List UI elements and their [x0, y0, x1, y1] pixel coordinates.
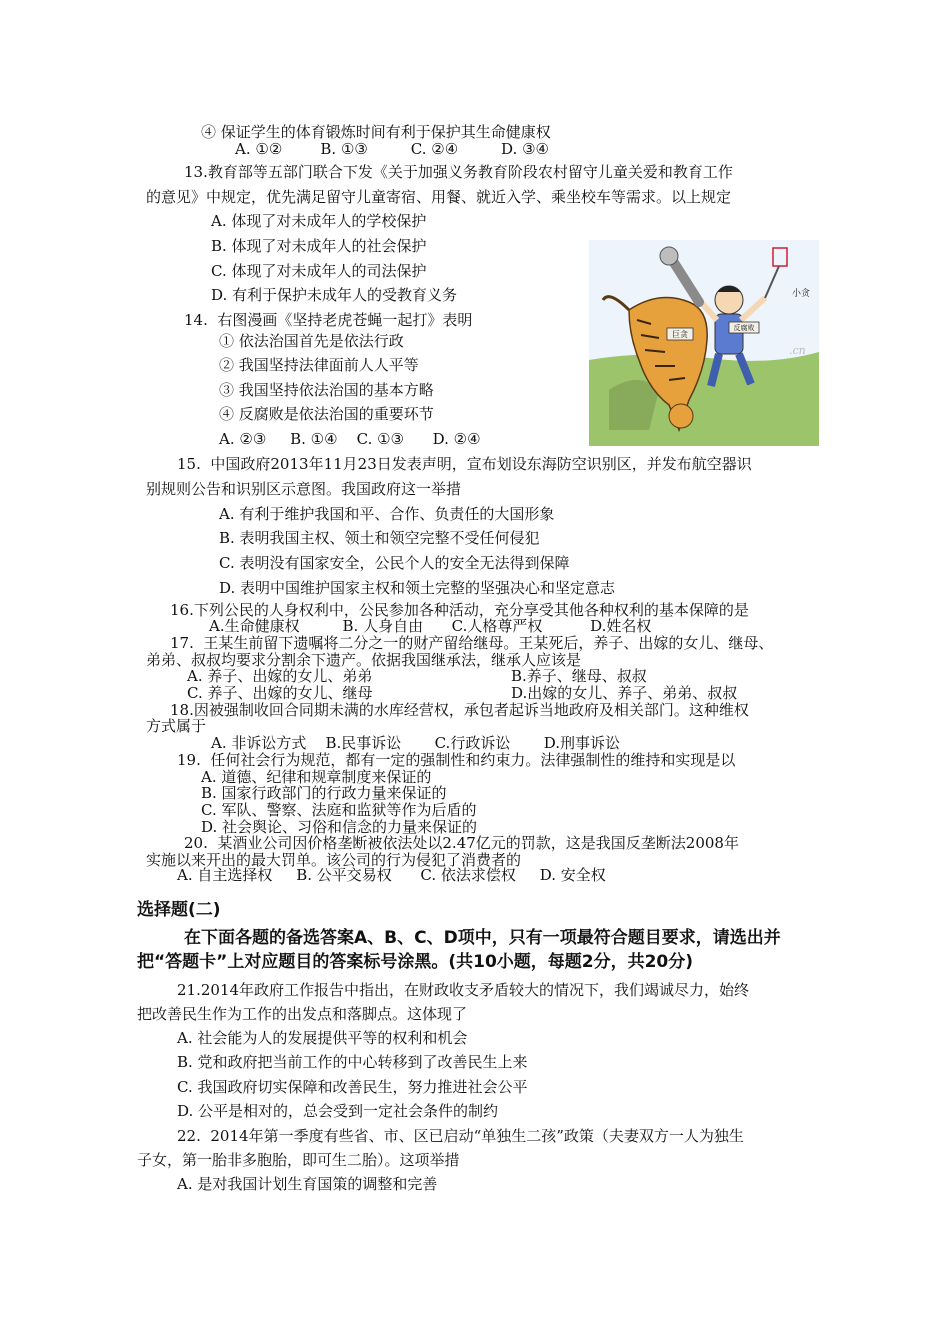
- q20-stem-line1: 20. 某酒业公司因价格垄断被依法处以2.47亿元的罚款，这是我国反垄断法2008年: [184, 834, 739, 852]
- q12-answer-choices: A. ①② B. ①③ C. ②④ D. ③④: [235, 140, 549, 158]
- q19-option-c: C. 军队、警察、法庭和监狱等作为后盾的: [201, 801, 477, 819]
- q17-stem-line1: 17. 王某生前留下遗嘱将二分之一的财产留给继母。王某死后，养子、出嫁的女儿、继母、: [170, 634, 774, 652]
- q15-option-a: A. 有利于维护我国和平、合作、负责任的大国形象: [219, 505, 555, 523]
- q12-option-4: ④ 保证学生的体育锻炼时间有利于保护其生命健康权: [201, 123, 551, 141]
- q18-stem-line2: 方式属于: [146, 717, 207, 735]
- q17-option-b: B.养子、继母、叔叔: [511, 667, 647, 685]
- q14-item-3: ③ 我国坚持依法治国的基本方略: [219, 381, 434, 399]
- q22-option-a: A. 是对我国计划生育国策的调整和完善: [177, 1175, 438, 1193]
- q21-option-b: B. 党和政府把当前工作的中心转移到了改善民生上来: [177, 1053, 528, 1071]
- q14-answer-choices: A. ②③ B. ①④ C. ①③ D. ②④: [219, 430, 481, 448]
- cartoon-watermark: .cn: [789, 344, 806, 357]
- q20-stem-line2: 实施以来开出的最大罚单。该公司的行为侵犯了消费者的: [146, 851, 522, 869]
- q16-stem: 16.下列公民的人身权利中，公民参加各种活动，充分享受其他各种权利的基本保障的是: [170, 601, 749, 619]
- q16-answer-choices: A.生命健康权 B. 人身自由 C.人格尊严权 D.姓名权: [209, 617, 652, 635]
- q17-option-d: D.出嫁的女儿、养子、弟弟、叔叔: [511, 684, 738, 702]
- q14-stem: 14. 右图漫画《坚持老虎苍蝇一起打》表明: [184, 311, 473, 329]
- q22-stem-line2: 子女，第一胎非多胞胎，即可生二胎）。这项举措: [137, 1151, 460, 1169]
- q14-item-1: ① 依法治国首先是依法行政: [219, 332, 404, 350]
- q13-option-b: B. 体现了对未成年人的社会保护: [211, 237, 427, 255]
- q17-stem-line2: 弟弟、叔叔均要求分割余下遗产。依据我国继承法，继承人应该是: [146, 651, 582, 669]
- q15-stem-line1: 15. 中国政府2013年11月23日发表声明，宣布划设东海防空识别区，并发布航空器识: [177, 455, 752, 473]
- q17-option-c: C. 养子、出嫁的女儿、继母: [187, 684, 373, 702]
- q21-option-a: A. 社会能为人的发展提供平等的权利和机会: [177, 1029, 468, 1047]
- section-instruction-line2: 把“答题卡”上对应题目的答案标号涂黑。(共10小题，每题2分，共20分): [137, 952, 694, 972]
- q21-option-d: D. 公平是相对的，总会受到一定社会条件的制约: [177, 1102, 499, 1120]
- q19-stem: 19. 任何社会行为规范，都有一定的强制性和约束力。法律强制性的维持和实现是以: [177, 751, 736, 769]
- q18-answer-choices: A. 非诉讼方式 B.民事诉讼 C.行政诉讼 D.刑事诉讼: [211, 734, 620, 752]
- club-label: 反腐败: [733, 324, 755, 332]
- q19-option-b: B. 国家行政部门的行政力量来保证的: [201, 784, 447, 802]
- q22-stem-line1: 22. 2014年第一季度有些省、市、区已启动“单独生二孩”政策（夫妻双方一人为独生: [177, 1127, 744, 1145]
- q19-option-a: A. 道德、纪律和规章制度来保证的: [201, 768, 432, 786]
- q18-stem-line1: 18.因被强制收回合同期未满的水库经营权，承包者起诉当地政府及相关部门。这种维权: [170, 701, 749, 719]
- q14-item-2: ② 我国坚持法律面前人人平等: [219, 356, 419, 374]
- q21-stem-line2: 把改善民生作为工作的出发点和落脚点。这体现了: [137, 1005, 468, 1023]
- q13-option-d: D. 有利于保护未成年人的受教育义务: [211, 286, 458, 304]
- section-heading: 选择题(二): [137, 900, 221, 920]
- q19-option-d: D. 社会舆论、习俗和信念的力量来保证的: [201, 818, 478, 836]
- q20-answer-choices: A. 自主选择权 B. 公平交易权 C. 依法求偿权 D. 安全权: [177, 866, 606, 884]
- q14-item-4: ④ 反腐败是依法治国的重要环节: [219, 405, 434, 423]
- q13-option-c: C. 体现了对未成年人的司法保护: [211, 262, 427, 280]
- section-instruction-line1: 在下面各题的备选答案A、B、C、D项中，只有一项最符合题目要求，请选出并: [184, 928, 781, 948]
- q21-stem-line1: 21.2014年政府工作报告中指出，在财政收支矛盾较大的情况下，我们竭诚尽力，始终: [177, 981, 750, 999]
- q15-option-d: D. 表明中国维护国家主权和领土完整的坚强决心和坚定意志: [219, 579, 616, 597]
- q13-stem-line2: 的意见》中规定，优先满足留守儿童寄宿、用餐、就近入学、乘坐校车等需求。以上规定: [146, 188, 732, 206]
- anti-corruption-cartoon: [589, 240, 819, 446]
- q15-option-b: B. 表明我国主权、领土和领空完整不受任何侵犯: [219, 529, 540, 547]
- q13-option-a: A. 体现了对未成年人的学校保护: [211, 212, 427, 230]
- q13-stem-line1: 13.教育部等五部门联合下发《关于加强义务教育阶段农村留守儿童关爱和教育工作: [184, 163, 733, 181]
- tiger-label: 巨贪: [672, 330, 688, 339]
- fly-label: 小贪: [791, 289, 811, 299]
- q15-stem-line2: 别规则公告和识别区示意图。我国政府这一举措: [146, 480, 462, 498]
- q17-option-a: A. 养子、出嫁的女儿、弟弟: [187, 667, 373, 685]
- q21-option-c: C. 我国政府切实保障和改善民生，努力推进社会公平: [177, 1078, 528, 1096]
- q15-option-c: C. 表明没有国家安全，公民个人的安全无法得到保障: [219, 554, 570, 572]
